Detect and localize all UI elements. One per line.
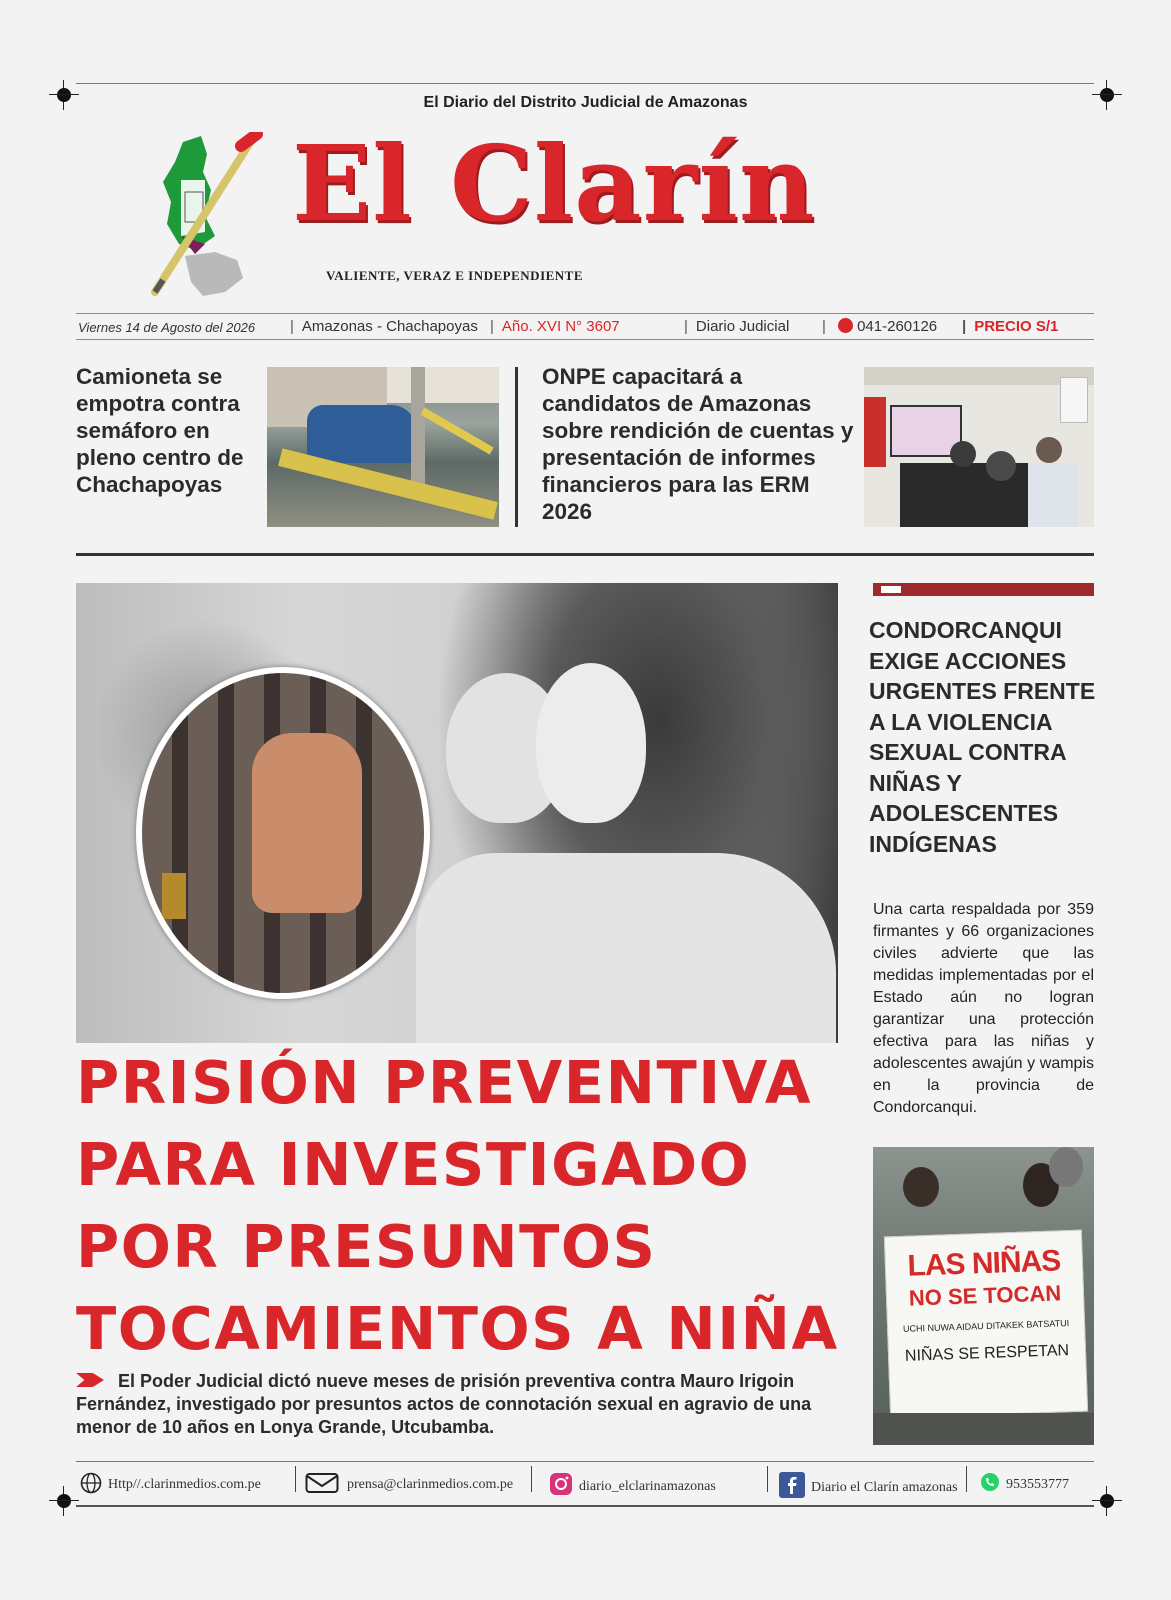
footer-whatsapp[interactable]: 953553777 xyxy=(980,1472,1069,1493)
footer-divider xyxy=(531,1466,532,1492)
sidebar-body: Una carta respaldada por 359 firmantes y 66 organizaciones civiles advierte que las medidas implementadas por el Estado aún no logran garantizar una protección efectiva para las niñas y adolescentes awajún y wampis en la provincia de Condorcanqui. xyxy=(873,901,1094,1116)
registration-mark xyxy=(1098,1492,1116,1510)
footer-email[interactable]: prensa@clarinmedios.com.pe xyxy=(305,1472,513,1494)
sidebar-accent-bar xyxy=(873,583,1094,596)
top-story-1-photo[interactable] xyxy=(267,367,499,527)
lead-deck: El Poder Judicial dictó nueve meses de prisión preventiva contra Mauro Irigoin Fernández, investigado por presuntos actos de connotación sexual en agravio de una menor de 10 años en Lonya Grande, Utcubamba. xyxy=(76,1371,812,1437)
lead-headline-line: PARA INVESTIGADO xyxy=(76,1130,751,1199)
info-top-rule xyxy=(76,313,1094,314)
lead-photo[interactable] xyxy=(76,583,838,1043)
top-story-2-photo[interactable] xyxy=(864,367,1094,527)
logo-map-icon xyxy=(145,132,270,304)
lead-headline-line: TOCAMIENTOS A NIÑA xyxy=(76,1294,839,1363)
top-rule xyxy=(76,83,1094,84)
whatsapp-icon xyxy=(980,1472,1000,1492)
lead-headline-line: PRISIÓN PREVENTIVA xyxy=(76,1048,812,1117)
lead-headline[interactable] xyxy=(76,1042,846,1370)
banner-line: LAS NIÑAS xyxy=(907,1244,1061,1283)
footer-divider xyxy=(966,1466,967,1492)
footer-divider xyxy=(295,1466,296,1492)
top-story-1-headline[interactable]: Camioneta se empotra contra semáforo en pleno centro de Chachapoyas xyxy=(76,364,244,497)
globe-icon xyxy=(80,1472,102,1494)
info-bottom-rule xyxy=(76,339,1094,340)
issue-edition: | Año. XVI N° 3607 xyxy=(490,318,620,335)
registration-mark xyxy=(55,1492,73,1510)
top-story-2-headline[interactable]: ONPE capacitará a candidatos de Amazonas sobre rendición de cuentas y presentación de informes financieros para las ERM 2026 xyxy=(542,364,854,524)
footer-facebook[interactable]: Diario el Clarín amazonas xyxy=(779,1472,958,1498)
issue-phone: | 041-260126 xyxy=(822,318,937,335)
lead-headline-line: POR PRESUNTOS xyxy=(76,1212,657,1281)
phone-icon xyxy=(838,318,853,333)
protest-banner xyxy=(884,1230,1088,1419)
issue-location: | Amazonas - Chachapoyas xyxy=(290,318,478,335)
header-tagline: El Diario del Distrito Judicial de Amazonas xyxy=(423,94,748,111)
banner-line: NO SE TOCAN xyxy=(908,1280,1062,1311)
section-rule xyxy=(76,553,1094,556)
instagram-icon xyxy=(549,1472,573,1496)
mail-icon xyxy=(305,1472,339,1494)
masthead: El Clarín xyxy=(292,122,816,245)
issue-type: | Diario Judicial xyxy=(684,318,789,335)
lead-inset-photo xyxy=(136,667,430,999)
sidebar-headline[interactable]: CONDORCANQUI EXIGE ACCIONES URGENTES FRENTE A LA VIOLENCIA SEXUAL CONTRA NIÑAS Y ADOLESCENTES INDÍGENAS xyxy=(869,617,1096,857)
story-divider xyxy=(515,367,518,527)
slogan: VALIENTE, VERAZ E INDEPENDIENTE xyxy=(326,268,584,283)
issue-date: Viernes 14 de Agosto del 2026 xyxy=(78,320,256,335)
sidebar-photo[interactable] xyxy=(873,1147,1094,1445)
footer-bottom-rule xyxy=(76,1505,1094,1507)
footer-website[interactable]: Http//.clarinmedios.com.pe xyxy=(80,1472,261,1494)
red-arrow-icon xyxy=(76,1373,104,1387)
footer-top-rule xyxy=(76,1461,1094,1462)
facebook-icon xyxy=(779,1472,805,1498)
banner-line: UCHI NUWA AIDAU DITAKEK BATSATUI xyxy=(902,1318,1070,1334)
footer-instagram[interactable]: diario_elclarinamazonas xyxy=(549,1472,716,1496)
footer-divider xyxy=(767,1466,768,1492)
issue-price: | PRECIO S/1 xyxy=(962,318,1058,335)
banner-line: NIÑAS SE RESPETAN xyxy=(904,1342,1070,1365)
